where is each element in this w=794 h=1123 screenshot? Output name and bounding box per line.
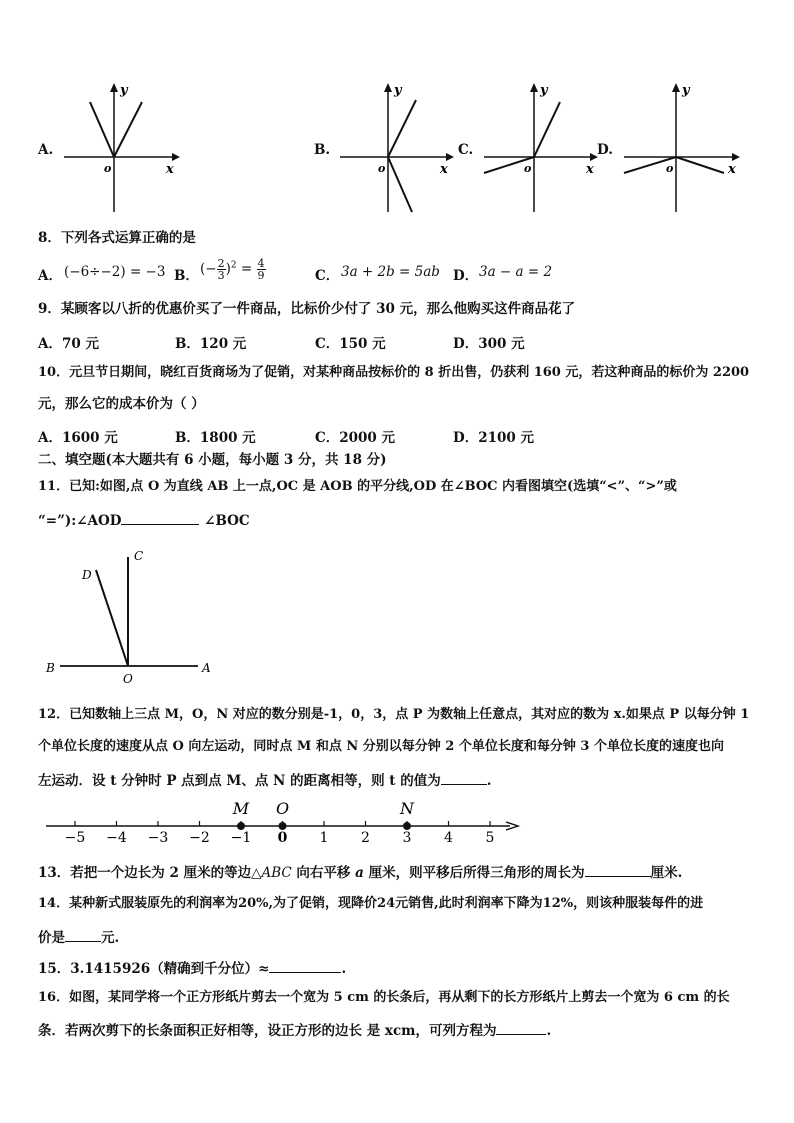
q8-b-exp: 2 bbox=[230, 260, 237, 271]
section-heading-fill-in: 二、填空题(本大题共有 6 小题，每小题 3 分，共 18 分) bbox=[38, 452, 387, 468]
q7-option-a-label: A. bbox=[38, 142, 54, 158]
q8-b-fraction bbox=[217, 258, 226, 281]
q7-d-origin-label: o bbox=[666, 162, 674, 175]
q11-label-d: D bbox=[82, 568, 92, 582]
q8-b-open: (− bbox=[200, 261, 217, 277]
q12-tick-label: −5 bbox=[64, 830, 86, 846]
q12-tick-label: −3 bbox=[147, 830, 169, 846]
q12-point-dot bbox=[237, 822, 245, 830]
q7-options bbox=[0, 80, 794, 220]
q12-tick-label: 3 bbox=[402, 830, 412, 846]
q9-stem: 9．某顾客以八折的优惠价买了一件商品，比标价少付了 30 元，那么他购买这件商品花了 bbox=[38, 301, 576, 317]
q12-line3-text: 左运动．设 t 分钟时 P 点到点 M、点 N 的距离相等，则 t 的值为 bbox=[38, 773, 441, 789]
q8-option-d-expr: 3a − a = 2 bbox=[479, 264, 553, 280]
q7-graph-b bbox=[336, 80, 456, 215]
q8-b-eq: = bbox=[240, 261, 253, 277]
q16-line2 bbox=[38, 1020, 551, 1040]
q7-d-x-label: x bbox=[728, 162, 736, 177]
q7-option-c-label: C. bbox=[458, 142, 474, 158]
q12-tick-label: −2 bbox=[189, 830, 210, 846]
q12-line3 bbox=[38, 770, 491, 790]
q14-line2-pre: 价是 bbox=[38, 930, 65, 946]
q8-options bbox=[38, 258, 758, 290]
q13-a: a bbox=[355, 865, 364, 881]
q16-answer-blank[interactable] bbox=[496, 1020, 546, 1035]
q7-graph-a bbox=[60, 80, 180, 215]
q13-answer-blank[interactable] bbox=[585, 862, 651, 877]
q13-pre: 13．若把一个边长为 2 厘米的等边 bbox=[38, 865, 252, 881]
q11-answer-blank[interactable] bbox=[121, 510, 199, 525]
q15-line bbox=[38, 958, 346, 978]
q10-line1: 10．元旦节日期间，晓红百货商场为了促销，对某种商品按标价的 8 折出售，仍获利 160 元，若这种商品的标价为 2200 bbox=[38, 365, 750, 380]
q11-label-o: O bbox=[123, 672, 133, 686]
q7-option-d-label: D. bbox=[597, 142, 613, 158]
q12-number-line bbox=[40, 796, 530, 856]
q12-point-label: M bbox=[232, 799, 250, 818]
q15-end: . bbox=[341, 961, 347, 977]
q11-line1: 11．已知:如图,点 O 为直线 AB 上一点,OC 是 AOB 的平分线,OD 在∠BOC 内看图填空(选填“<”、“>”或 bbox=[38, 479, 677, 494]
q10-option-b: B．1800 元 bbox=[175, 430, 256, 446]
q10-option-a: A．1600 元 bbox=[38, 430, 118, 446]
q7-a-y-label: y bbox=[120, 83, 128, 98]
q14-line1: 14．某种新式服装原先的利润率为20%,为了促销，现降价24元销售,此时利润率下降为12%，则该种服装每件的进 bbox=[38, 896, 704, 911]
q8-b-den: 3 bbox=[217, 269, 225, 282]
q10-line2: 元，那么它的成本价为（ ） bbox=[38, 396, 205, 412]
q8-b-fraction2 bbox=[257, 258, 266, 281]
q8-b-den2: 9 bbox=[257, 269, 265, 282]
q12-line2: 个单位长度的速度从点 O 向左运动，同时点 M 和点 N 分别以每分钟 2 个单位长度和每分钟 3 个单位长度的速度也向 bbox=[38, 739, 724, 754]
q13-line bbox=[38, 862, 682, 882]
q12-tick-label: 4 bbox=[444, 830, 453, 846]
q7-b-x-label: x bbox=[440, 162, 448, 177]
q7-b-y-label: y bbox=[394, 83, 402, 98]
q12-line3-end: . bbox=[486, 773, 492, 789]
q11-label-c: C bbox=[134, 549, 144, 563]
q8-b-num: 2 bbox=[217, 257, 225, 270]
q7-c-origin-label: o bbox=[524, 162, 532, 175]
q7-d-y-label: y bbox=[682, 83, 690, 98]
q12-tick-label: 2 bbox=[361, 830, 370, 846]
q9-option-d: D．300 元 bbox=[453, 336, 525, 352]
q7-graph-d bbox=[620, 80, 745, 215]
q16-line2-text: 条．若两次剪下的长条面积正好相等，设正方形的边长 是 xcm，可列方程为 bbox=[38, 1023, 497, 1039]
q7-b-origin-label: o bbox=[378, 162, 386, 175]
q12-tick-label: −1 bbox=[230, 830, 252, 846]
q8-b-num2: 4 bbox=[257, 257, 265, 270]
q12-answer-blank[interactable] bbox=[441, 770, 487, 785]
q12-tick-label: −4 bbox=[106, 830, 127, 846]
q11-line2 bbox=[38, 510, 250, 530]
q12-tick-label: 1 bbox=[319, 830, 329, 846]
q8-option-a-label: A． bbox=[38, 268, 62, 284]
q7-c-x-label: x bbox=[586, 162, 594, 177]
q11-figure bbox=[40, 545, 220, 690]
q14-answer-blank[interactable] bbox=[65, 927, 101, 942]
q12-point-label: N bbox=[400, 799, 414, 818]
q13-end: 厘米. bbox=[650, 865, 683, 881]
q12-tick-label: 5 bbox=[485, 830, 495, 846]
q12-line1: 12．已知数轴上三点 M，O，N 对应的数分别是-1，0，3，点 P 为数轴上任意点，其对应的数为 x.如果点 P 以每分钟 1 bbox=[38, 707, 750, 722]
q9-option-a: A．70 元 bbox=[38, 336, 99, 352]
q13-post: 厘米，则平移后所得三角形的周长为 bbox=[363, 865, 585, 881]
q13-mid: 向右平移 bbox=[291, 865, 356, 881]
q9-option-c: C．150 元 bbox=[315, 336, 386, 352]
q8-b-close: ) bbox=[225, 261, 231, 277]
q8-option-b-expr bbox=[200, 258, 266, 281]
q10-option-d: D．2100 元 bbox=[453, 430, 534, 446]
q8-option-c-label: C． bbox=[315, 268, 340, 284]
q8-option-a-expr: (−6÷−2) = −3 bbox=[64, 264, 166, 280]
q10-options bbox=[38, 426, 758, 446]
q12-point-dot bbox=[403, 822, 411, 830]
q8-option-b-label: B． bbox=[174, 268, 199, 284]
q9-option-b: B．120 元 bbox=[175, 336, 247, 352]
q8-option-c-expr: 3a + 2b = 5ab bbox=[341, 264, 440, 280]
q16-line1: 16．如图，某同学将一个正方形纸片剪去一个宽为 5 cm 的长条后，再从剩下的长方形纸片上剪去一个宽为 6 cm 的长 bbox=[38, 990, 730, 1005]
q14-line2 bbox=[38, 927, 119, 947]
q9-options bbox=[38, 332, 758, 352]
q8-stem: 8．下列各式运算正确的是 bbox=[38, 230, 196, 246]
q12-point-label: O bbox=[275, 799, 290, 818]
q11-line2-pre: “=”):∠AOD bbox=[38, 513, 122, 529]
q7-option-b-label: B. bbox=[314, 142, 331, 158]
q11-label-a: A bbox=[202, 661, 211, 675]
q7-graph-c bbox=[480, 80, 600, 215]
q7-a-x-label: x bbox=[166, 162, 174, 177]
q7-c-y-label: y bbox=[540, 83, 548, 98]
q15-pre: 15．3.1415926（精确到千分位）≈ bbox=[38, 961, 270, 977]
q11-label-b: B bbox=[46, 661, 55, 675]
q11-line2-post: ∠BOC bbox=[204, 513, 250, 529]
q14-line2-post: 元. bbox=[101, 930, 120, 946]
q12-tick-label: 0 bbox=[277, 830, 288, 846]
q16-end: . bbox=[546, 1023, 552, 1039]
q15-answer-blank[interactable] bbox=[269, 958, 341, 973]
q8-option-d-label: D． bbox=[453, 268, 479, 284]
q7-a-origin-label: o bbox=[104, 162, 112, 175]
q13-triangle: △ABC bbox=[251, 865, 292, 881]
q12-point-dot bbox=[279, 822, 287, 830]
q10-option-c: C．2000 元 bbox=[315, 430, 396, 446]
